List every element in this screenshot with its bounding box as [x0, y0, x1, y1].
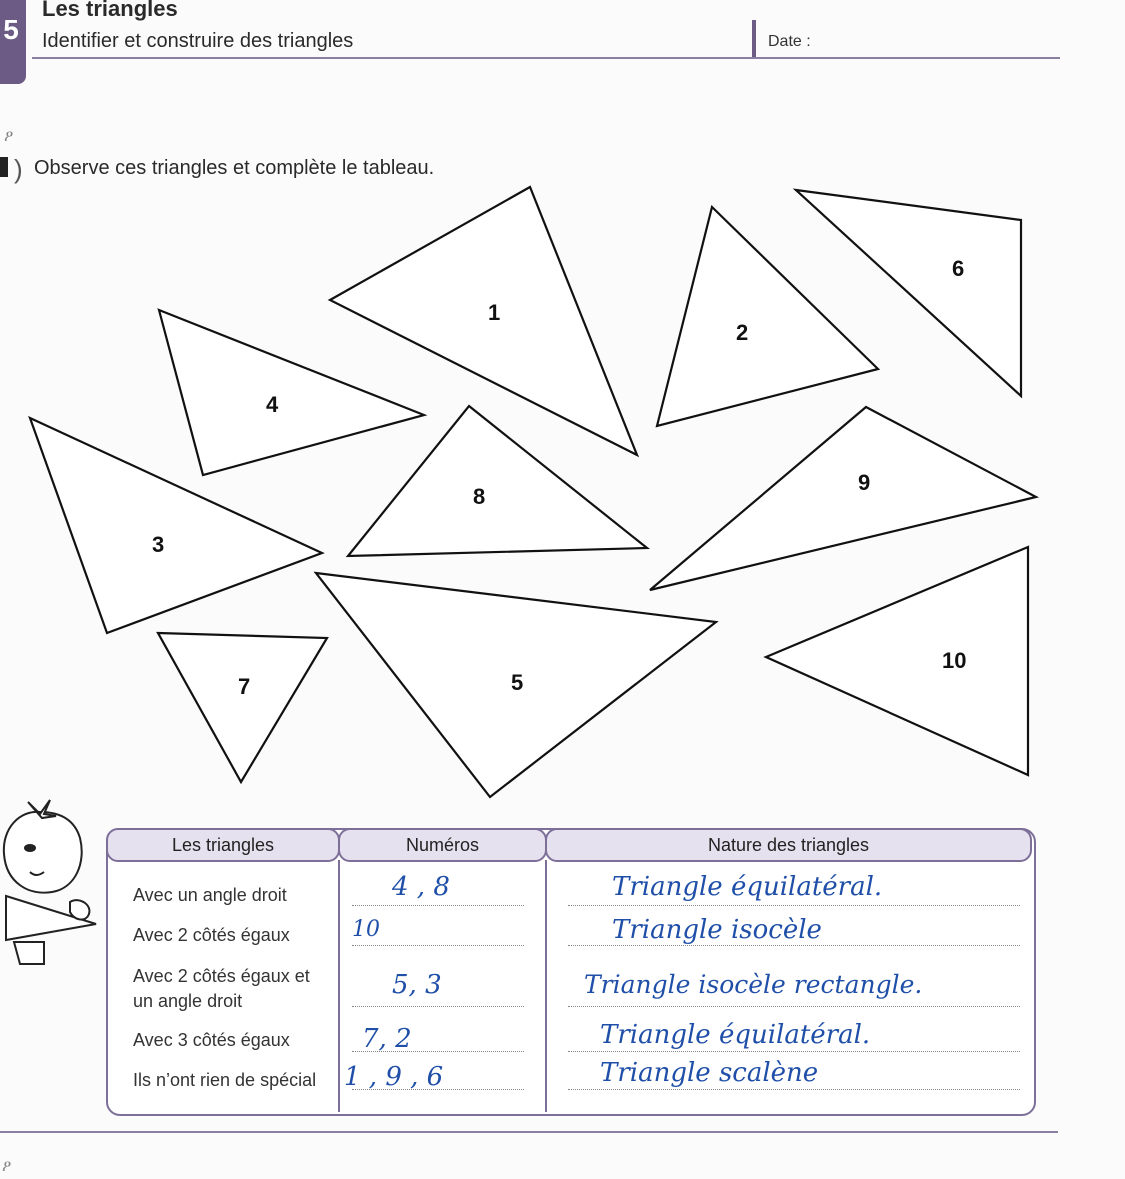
triangle-1-label: 1	[488, 300, 501, 325]
triangle-5-label: 5	[511, 670, 524, 695]
page-title: Les triangles	[42, 0, 178, 21]
answer-line	[352, 1006, 524, 1007]
footer-rule	[0, 1131, 1058, 1133]
triangle-2	[657, 207, 878, 426]
header-cell-nature: Nature des triangles	[545, 828, 1032, 862]
triangle-10-label: 10	[942, 648, 967, 673]
exercise-instruction: Observe ces triangles et complète le tableau.	[34, 157, 435, 179]
triangle-9-label: 9	[858, 470, 871, 495]
answer-line	[568, 945, 1020, 946]
row-label-right-angle: Avec un angle droit	[133, 885, 287, 905]
answer-numbers-two-equal-sides: 10	[352, 917, 380, 942]
answer-numbers-three-equal-sides: 7, 2	[362, 1024, 412, 1054]
triangle-2-label: 2	[736, 320, 749, 345]
triangle-7	[158, 633, 327, 782]
row-label-three-equal-sides: Avec 3 côtés égaux	[133, 1030, 290, 1050]
answer-line	[568, 905, 1020, 906]
answer-numbers-isosceles-right: 5, 3	[392, 970, 442, 1000]
triangle-9	[650, 407, 1036, 590]
triangle-3-label: 3	[152, 532, 165, 557]
answer-line	[568, 1006, 1020, 1007]
answer-line	[568, 1089, 1020, 1090]
bracket-icon: )	[14, 154, 23, 184]
answer-line	[352, 945, 524, 946]
triangle-4	[159, 310, 424, 475]
answer-nature-right-angle: Triangle équilatéral.	[612, 872, 883, 902]
row-label-two-equal-sides-right-angle-line2: un angle droit	[133, 991, 243, 1011]
bubble-icon: ዖ	[2, 1158, 12, 1175]
answer-nature-three-equal-sides: Triangle équilatéral.	[600, 1020, 871, 1050]
triangle-5	[316, 573, 716, 797]
triangle-10	[766, 547, 1028, 775]
answer-nature-isosceles-right: Triangle isocèle rectangle.	[584, 970, 923, 999]
triangle-4-label: 4	[266, 392, 279, 417]
column-divider	[338, 860, 340, 1112]
triangle-8-label: 8	[473, 484, 486, 509]
chapter-number: 5	[3, 14, 19, 45]
column-divider	[545, 860, 547, 1112]
header-cell-triangles: Les triangles	[106, 828, 340, 862]
answer-numbers-right-angle: 4 , 8	[392, 872, 450, 902]
date-label: Date :	[768, 33, 811, 50]
row-label-two-equal-sides-right-angle-line1: Avec 2 côtés égaux et	[133, 966, 310, 986]
answer-line	[352, 905, 524, 906]
header-cell-numbers: Numéros	[338, 828, 547, 862]
row-label-two-equal-sides: Avec 2 côtés égaux	[133, 925, 290, 945]
answer-line	[568, 1051, 1020, 1052]
bubble-icon: ዖ	[4, 128, 14, 145]
answer-nature-nothing-special: Triangle scalène	[600, 1058, 819, 1088]
mascot-illustration	[0, 792, 104, 972]
answer-numbers-nothing-special: 1 , 9 , 6	[344, 1062, 444, 1092]
row-label-nothing-special: Ils n’ont rien de spécial	[133, 1070, 317, 1090]
triangle-6-label: 6	[952, 256, 965, 281]
answer-nature-two-equal-sides: Triangle isocèle	[612, 915, 822, 945]
page-subtitle: Identifier et construire des triangles	[42, 30, 354, 52]
triangle-7-label: 7	[238, 674, 251, 699]
